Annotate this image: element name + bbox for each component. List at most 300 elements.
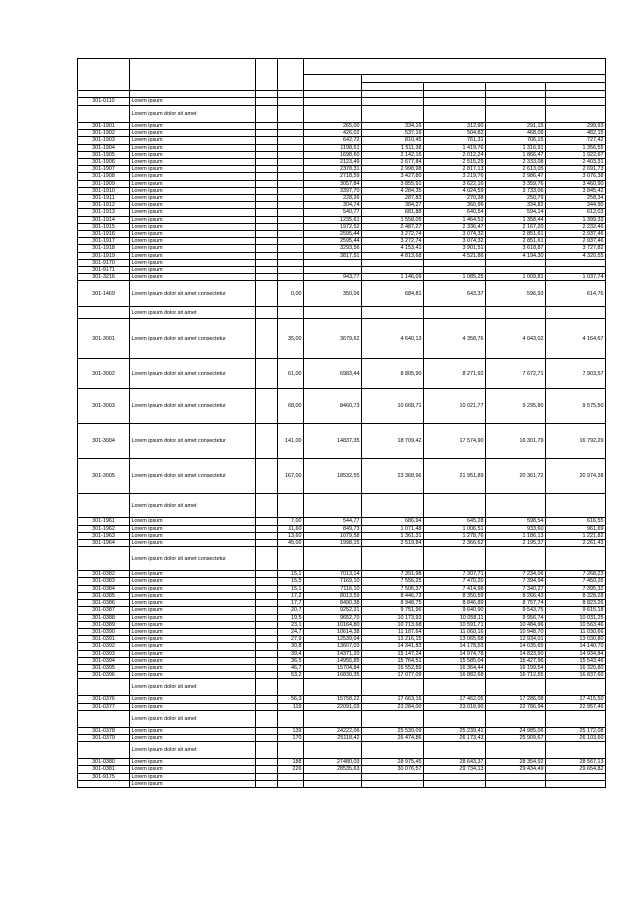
- row-zone-2-price: 16 364,44: [424, 664, 486, 671]
- row-release-price: 27480,03: [304, 759, 362, 766]
- row-mass: 45,00: [278, 540, 304, 547]
- row-mass: [278, 202, 304, 209]
- table-row: [78, 187, 606, 194]
- row-zone-3-price: 2 195,37: [486, 540, 546, 547]
- row-zone-4-price: 1 037,74: [546, 274, 606, 281]
- table-row: [78, 679, 606, 696]
- row-code: 301-9175: [78, 773, 130, 780]
- row-unit: [256, 628, 278, 635]
- table-row: [78, 780, 606, 787]
- row-zone-1-price: 7 556,25: [362, 578, 424, 585]
- row-mass: [278, 267, 304, 274]
- row-unit: [256, 518, 278, 525]
- table-row: [78, 130, 606, 137]
- row-name: Lorem ipsum dolor sit amet: [130, 710, 256, 727]
- header-zone-2: [424, 83, 486, 91]
- row-zone-2-price: 360,96: [424, 202, 486, 209]
- row-zone-4-price: 3 076,38: [546, 173, 606, 180]
- row-code: 301-0110: [78, 98, 130, 106]
- row-zone-3-price: 14 823,90: [486, 650, 546, 657]
- row-unit: [256, 636, 278, 643]
- row-zone-4-price: 25 172,08: [546, 727, 606, 734]
- row-name: Lorem ipsum: [130, 202, 256, 209]
- table-row: [78, 319, 606, 359]
- row-release-price: [304, 780, 362, 787]
- row-release-price: 28535,63: [304, 766, 362, 773]
- row-code: 301-1919: [78, 252, 130, 259]
- row-zone-1-price: 26 474,86: [362, 734, 424, 741]
- row-release-price: 1235,61: [304, 216, 362, 223]
- row-zone-3-price: 9 956,74: [486, 614, 546, 621]
- row-zone-3-price: 8 757,74: [486, 600, 546, 607]
- table-row: [78, 759, 606, 766]
- table-row: [78, 650, 606, 657]
- table-row: [78, 159, 606, 166]
- header-name: [130, 59, 256, 91]
- column-number: [304, 91, 362, 98]
- row-code: 301-0379: [78, 734, 130, 741]
- row-unit: [256, 359, 278, 389]
- row-release-price: 2718,59: [304, 173, 362, 180]
- row-code: 301-1902: [78, 130, 130, 137]
- row-release-price: 1998,15: [304, 540, 362, 547]
- row-zone-3-price: 7 672,71: [486, 359, 546, 389]
- row-release-price: 1698,60: [304, 151, 362, 158]
- column-number: [486, 91, 546, 98]
- row-unit: [256, 259, 278, 266]
- header-zone-4: [546, 83, 606, 91]
- row-zone-3-price: 28 354,92: [486, 759, 546, 766]
- row-release-price: 15704,84: [304, 664, 362, 671]
- table-row: [78, 195, 606, 202]
- row-zone-3-price: 4 043,02: [486, 319, 546, 359]
- row-name: Lorem ipsum dolor sit amet consectetur: [130, 459, 256, 494]
- row-zone-4-price: 4 164,67: [546, 319, 606, 359]
- column-number: [546, 91, 606, 98]
- table-body: [78, 98, 606, 788]
- row-zone-3-price: [486, 679, 546, 696]
- row-unit: [256, 734, 278, 741]
- row-release-price: [304, 679, 362, 696]
- row-code: 301-1915: [78, 223, 130, 230]
- row-zone-2-price: 1 419,76: [424, 144, 486, 151]
- row-zone-2-price: 3 074,32: [424, 231, 486, 238]
- row-zone-2-price: 2 817,13: [424, 166, 486, 173]
- row-mass: 23,1: [278, 621, 304, 628]
- row-zone-2-price: 11 060,16: [424, 628, 486, 635]
- row-mass: 119: [278, 703, 304, 710]
- row-unit: [256, 621, 278, 628]
- row-name: Lorem ipsum dolor sit amet: [130, 679, 256, 696]
- row-mass: 19,5: [278, 614, 304, 621]
- row-zone-4-price: 961,69: [546, 525, 606, 532]
- row-code: 301-3004: [78, 424, 130, 459]
- row-code: 301-9171: [78, 267, 130, 274]
- row-zone-2-price: 17 574,90: [424, 424, 486, 459]
- row-unit: [256, 525, 278, 532]
- row-mass: [278, 166, 304, 173]
- row-name: Lorem ipsum: [130, 773, 256, 780]
- row-release-price: [304, 710, 362, 727]
- row-mass: [278, 547, 304, 571]
- row-zone-1-price: 334,16: [362, 123, 424, 130]
- row-name: Lorem ipsum: [130, 578, 256, 585]
- row-mass: 167,00: [278, 459, 304, 494]
- row-name: Lorem ipsum: [130, 607, 256, 614]
- header-code: [78, 59, 130, 91]
- row-zone-1-price: 30 076,57: [362, 766, 424, 773]
- row-mass: [278, 216, 304, 223]
- row-zone-2-price: 8 271,92: [424, 359, 486, 389]
- row-zone-2-price: 29 734,13: [424, 766, 486, 773]
- row-unit: [256, 727, 278, 734]
- table-row: [78, 585, 606, 592]
- row-zone-3-price: 3 618,87: [486, 245, 546, 252]
- row-unit: [256, 144, 278, 151]
- row-zone-2-price: 643,37: [424, 281, 486, 307]
- row-release-price: 2595,44: [304, 238, 362, 245]
- row-release-price: 1079,58: [304, 532, 362, 539]
- row-mass: 0,00: [278, 281, 304, 307]
- row-zone-4-price: 14 934,84: [546, 650, 606, 657]
- row-zone-4-price: 16 792,29: [546, 424, 606, 459]
- row-mass: [278, 151, 304, 158]
- row-code: 301-1916: [78, 231, 130, 238]
- row-zone-1-price: 16 552,89: [362, 664, 424, 671]
- row-zone-4-price: 9 615,18: [546, 607, 606, 614]
- row-zone-1-price: 4 813,68: [362, 252, 424, 259]
- row-name: Lorem ipsum: [130, 274, 256, 281]
- row-code: 301-1912: [78, 202, 130, 209]
- table-row: [78, 621, 606, 628]
- row-zone-1-price: 2 677,84: [362, 159, 424, 166]
- row-release-price: 6983,44: [304, 359, 362, 389]
- row-mass: 170: [278, 734, 304, 741]
- row-mass: [278, 180, 304, 187]
- row-zone-3-price: [486, 742, 546, 759]
- row-unit: [256, 130, 278, 137]
- row-zone-1-price: [362, 547, 424, 571]
- row-zone-3-price: [486, 780, 546, 787]
- row-zone-1-price: 25 530,09: [362, 727, 424, 734]
- row-zone-2-price: 312,90: [424, 123, 486, 130]
- row-unit: [256, 252, 278, 259]
- row-unit: [256, 137, 278, 144]
- row-zone-2-price: 8 846,89: [424, 600, 486, 607]
- row-zone-4-price: 10 031,25: [546, 614, 606, 621]
- row-zone-4-price: 482,15: [546, 130, 606, 137]
- row-zone-4-price: 258,34: [546, 195, 606, 202]
- row-zone-1-price: [362, 259, 424, 266]
- row-zone-1-price: [362, 267, 424, 274]
- row-release-price: 1972,52: [304, 223, 362, 230]
- row-release-price: 304,74: [304, 202, 362, 209]
- row-zone-1-price: 3 272,74: [362, 231, 424, 238]
- row-zone-2-price: 10 591,71: [424, 621, 486, 628]
- row-release-price: 14371,20: [304, 650, 362, 657]
- table-row: [78, 636, 606, 643]
- row-zone-4-price: 10 563,46: [546, 621, 606, 628]
- row-name: Lorem ipsum: [130, 734, 256, 741]
- row-code: 301-1903: [78, 137, 130, 144]
- row-zone-2-price: 26 173,43: [424, 734, 486, 741]
- row-name: Lorem ipsum: [130, 518, 256, 525]
- row-name: Lorem ipsum dolor sit amet: [130, 307, 256, 319]
- row-zone-1-price: [362, 679, 424, 696]
- row-release-price: 15758,22: [304, 696, 362, 703]
- row-zone-1-price: 287,83: [362, 195, 424, 202]
- row-zone-3-price: 2 851,61: [486, 231, 546, 238]
- row-unit: [256, 202, 278, 209]
- row-zone-1-price: 1 071,48: [362, 525, 424, 532]
- column-number: [362, 91, 424, 98]
- row-unit: [256, 742, 278, 759]
- row-code: 301-0389: [78, 621, 130, 628]
- row-name: Lorem ipsum: [130, 672, 256, 679]
- row-zone-1-price: 3 427,80: [362, 173, 424, 180]
- row-zone-1-price: 8 948,75: [362, 600, 424, 607]
- table-row: [78, 216, 606, 223]
- row-release-price: 10614,38: [304, 628, 362, 635]
- row-name: Lorem ipsum dolor sit amet consectetur: [130, 359, 256, 389]
- row-unit: [256, 307, 278, 319]
- row-mass: 7,00: [278, 518, 304, 525]
- row-zone-1-price: 1 146,09: [362, 274, 424, 281]
- row-zone-2-price: 10 058,11: [424, 614, 486, 621]
- row-mass: 11,60: [278, 525, 304, 532]
- row-zone-4-price: 2 261,43: [546, 540, 606, 547]
- row-release-price: 7169,10: [304, 578, 362, 585]
- row-name: Lorem ipsum: [130, 180, 256, 187]
- table-row: [78, 106, 606, 123]
- row-release-price: 18532,55: [304, 459, 362, 494]
- row-name: Lorem ipsum: [130, 259, 256, 266]
- row-code: 301-3003: [78, 389, 130, 424]
- row-code: 301-0395: [78, 664, 130, 671]
- row-mass: [278, 780, 304, 787]
- row-zone-4-price: 29 654,82: [546, 766, 606, 773]
- header-price-title: [304, 59, 606, 75]
- row-code: [78, 307, 130, 319]
- row-zone-1-price: 4 284,35: [362, 187, 424, 194]
- row-zone-2-price: [424, 547, 486, 571]
- row-unit: [256, 274, 278, 281]
- table-row: [78, 180, 606, 187]
- table-row: [78, 703, 606, 710]
- row-unit: [256, 532, 278, 539]
- row-zone-3-price: 10 948,70: [486, 628, 546, 635]
- header-release: [304, 75, 362, 91]
- row-code: 301-0393: [78, 650, 130, 657]
- row-zone-3-price: 16 712,55: [486, 672, 546, 679]
- row-zone-4-price: 1 399,33: [546, 216, 606, 223]
- row-zone-3-price: [486, 98, 546, 106]
- row-zone-4-price: 9 575,50: [546, 389, 606, 424]
- row-zone-3-price: 29 434,49: [486, 766, 546, 773]
- row-unit: [256, 679, 278, 696]
- row-zone-3-price: 16 301,79: [486, 424, 546, 459]
- table-row: [78, 734, 606, 741]
- row-name: Lorem ipsum: [130, 173, 256, 180]
- row-zone-4-price: 7 395,32: [546, 585, 606, 592]
- row-unit: [256, 710, 278, 727]
- row-mass: [278, 130, 304, 137]
- row-release-price: 544,77: [304, 518, 362, 525]
- row-zone-4-price: 8 823,26: [546, 600, 606, 607]
- row-unit: [256, 281, 278, 307]
- row-zone-3-price: 250,79: [486, 195, 546, 202]
- row-zone-2-price: 761,31: [424, 137, 486, 144]
- row-release-price: 14956,85: [304, 657, 362, 664]
- row-name: Lorem ipsum: [130, 664, 256, 671]
- row-zone-3-price: [486, 106, 546, 123]
- row-unit: [256, 494, 278, 518]
- row-mass: 56,3: [278, 696, 304, 703]
- row-zone-4-price: [546, 773, 606, 780]
- row-mass: 17,2: [278, 592, 304, 599]
- table-row: [78, 151, 606, 158]
- row-unit: [256, 106, 278, 123]
- row-name: Lorem ipsum: [130, 766, 256, 773]
- table-row: [78, 727, 606, 734]
- row-mass: 188: [278, 759, 304, 766]
- row-zone-2-price: 1 006,51: [424, 525, 486, 532]
- row-code: 301-0377: [78, 703, 130, 710]
- row-unit: [256, 166, 278, 173]
- row-zone-3-price: 7 340,27: [486, 585, 546, 592]
- row-release-price: 426,02: [304, 130, 362, 137]
- row-zone-3-price: 7 394,94: [486, 578, 546, 585]
- row-zone-4-price: 1 221,82: [546, 532, 606, 539]
- row-name: Lorem ipsum dolor sit amet consectetur: [130, 319, 256, 359]
- row-zone-3-price: 12 934,01: [486, 636, 546, 643]
- row-zone-2-price: 4 024,59: [424, 187, 486, 194]
- row-zone-2-price: 13 065,68: [424, 636, 486, 643]
- row-unit: [256, 759, 278, 766]
- row-zone-1-price: 23 368,96: [362, 459, 424, 494]
- row-zone-4-price: [546, 106, 606, 123]
- row-zone-1-price: 1 511,38: [362, 144, 424, 151]
- column-number: [424, 91, 486, 98]
- row-zone-2-price: 25 239,41: [424, 727, 486, 734]
- row-zone-4-price: [546, 307, 606, 319]
- row-zone-4-price: 614,76: [546, 281, 606, 307]
- row-name: Lorem ipsum: [130, 650, 256, 657]
- row-zone-2-price: 645,28: [424, 518, 486, 525]
- row-zone-1-price: 4 640,13: [362, 319, 424, 359]
- row-zone-4-price: [546, 710, 606, 727]
- row-mass: [278, 173, 304, 180]
- column-number: [78, 91, 130, 98]
- row-zone-3-price: [486, 773, 546, 780]
- row-unit: [256, 267, 278, 274]
- row-name: Lorem ipsum: [130, 532, 256, 539]
- header-unit: [256, 59, 278, 91]
- row-zone-3-price: 22 786,94: [486, 703, 546, 710]
- row-unit: [256, 389, 278, 424]
- row-code: 301-0382: [78, 571, 130, 578]
- row-zone-1-price: 3 272,74: [362, 238, 424, 245]
- row-name: Lorem ipsum: [130, 628, 256, 635]
- row-zone-4-price: 727,42: [546, 137, 606, 144]
- row-zone-2-price: 2 515,29: [424, 159, 486, 166]
- row-name: Lorem ipsum: [130, 187, 256, 194]
- row-release-price: 14837,35: [304, 424, 362, 459]
- row-code: 301-1907: [78, 166, 130, 173]
- row-zone-3-price: 594,14: [486, 209, 546, 216]
- row-code: 301-1963: [78, 532, 130, 539]
- row-name: Lorem ipsum: [130, 643, 256, 650]
- row-zone-2-price: [424, 259, 486, 266]
- row-zone-4-price: 14 140,70: [546, 643, 606, 650]
- table-row: [78, 547, 606, 571]
- row-zone-3-price: 1 009,81: [486, 274, 546, 281]
- row-unit: [256, 592, 278, 599]
- row-zone-3-price: 334,82: [486, 202, 546, 209]
- row-code: 301-1904: [78, 144, 130, 151]
- row-release-price: [304, 98, 362, 106]
- row-zone-2-price: [424, 307, 486, 319]
- table-row: [78, 281, 606, 307]
- row-mass: [278, 144, 304, 151]
- row-unit: [256, 585, 278, 592]
- row-zone-4-price: 344,90: [546, 202, 606, 209]
- row-name: Lorem ipsum: [130, 525, 256, 532]
- row-mass: 61,00: [278, 359, 304, 389]
- table-row: [78, 459, 606, 494]
- row-code: 301-0384: [78, 585, 130, 592]
- row-mass: 17,7: [278, 600, 304, 607]
- row-name: Lorem ipsum: [130, 216, 256, 223]
- row-unit: [256, 773, 278, 780]
- row-code: 301-1962: [78, 525, 130, 532]
- row-zone-2-price: 7 414,98: [424, 585, 486, 592]
- table-row: [78, 532, 606, 539]
- row-unit: [256, 151, 278, 158]
- row-zone-1-price: 2 487,27: [362, 223, 424, 230]
- table-row: [78, 238, 606, 245]
- row-zone-1-price: 10 713,68: [362, 621, 424, 628]
- row-zone-2-price: [424, 773, 486, 780]
- row-zone-2-price: 14 974,78: [424, 650, 486, 657]
- row-name: Lorem ipsum dolor sit amet consectetur: [130, 389, 256, 424]
- row-zone-1-price: 9 751,96: [362, 607, 424, 614]
- row-zone-1-price: [362, 494, 424, 518]
- row-release-price: 12539,04: [304, 636, 362, 643]
- row-release-price: [304, 267, 362, 274]
- row-code: 301-3005: [78, 459, 130, 494]
- row-zone-1-price: 8 805,90: [362, 359, 424, 389]
- row-code: 301-0385: [78, 592, 130, 599]
- row-code: 301-1909: [78, 180, 130, 187]
- row-zone-2-price: 17 462,05: [424, 696, 486, 703]
- row-release-price: 265,00: [304, 123, 362, 130]
- row-zone-1-price: 1 558,05: [362, 216, 424, 223]
- row-release-price: 2378,31: [304, 166, 362, 173]
- row-zone-1-price: 684,81: [362, 281, 424, 307]
- row-zone-2-price: 640,54: [424, 209, 486, 216]
- row-mass: [278, 98, 304, 106]
- row-zone-4-price: 616,55: [546, 518, 606, 525]
- row-zone-4-price: 3 460,90: [546, 180, 606, 187]
- row-name: Lorem ipsum: [130, 780, 256, 787]
- table-row: [78, 571, 606, 578]
- row-name: Lorem ipsum: [130, 223, 256, 230]
- row-zone-4-price: 22 957,46: [546, 703, 606, 710]
- row-zone-1-price: [362, 106, 424, 123]
- row-zone-1-price: [362, 773, 424, 780]
- row-release-price: 9652,70: [304, 614, 362, 621]
